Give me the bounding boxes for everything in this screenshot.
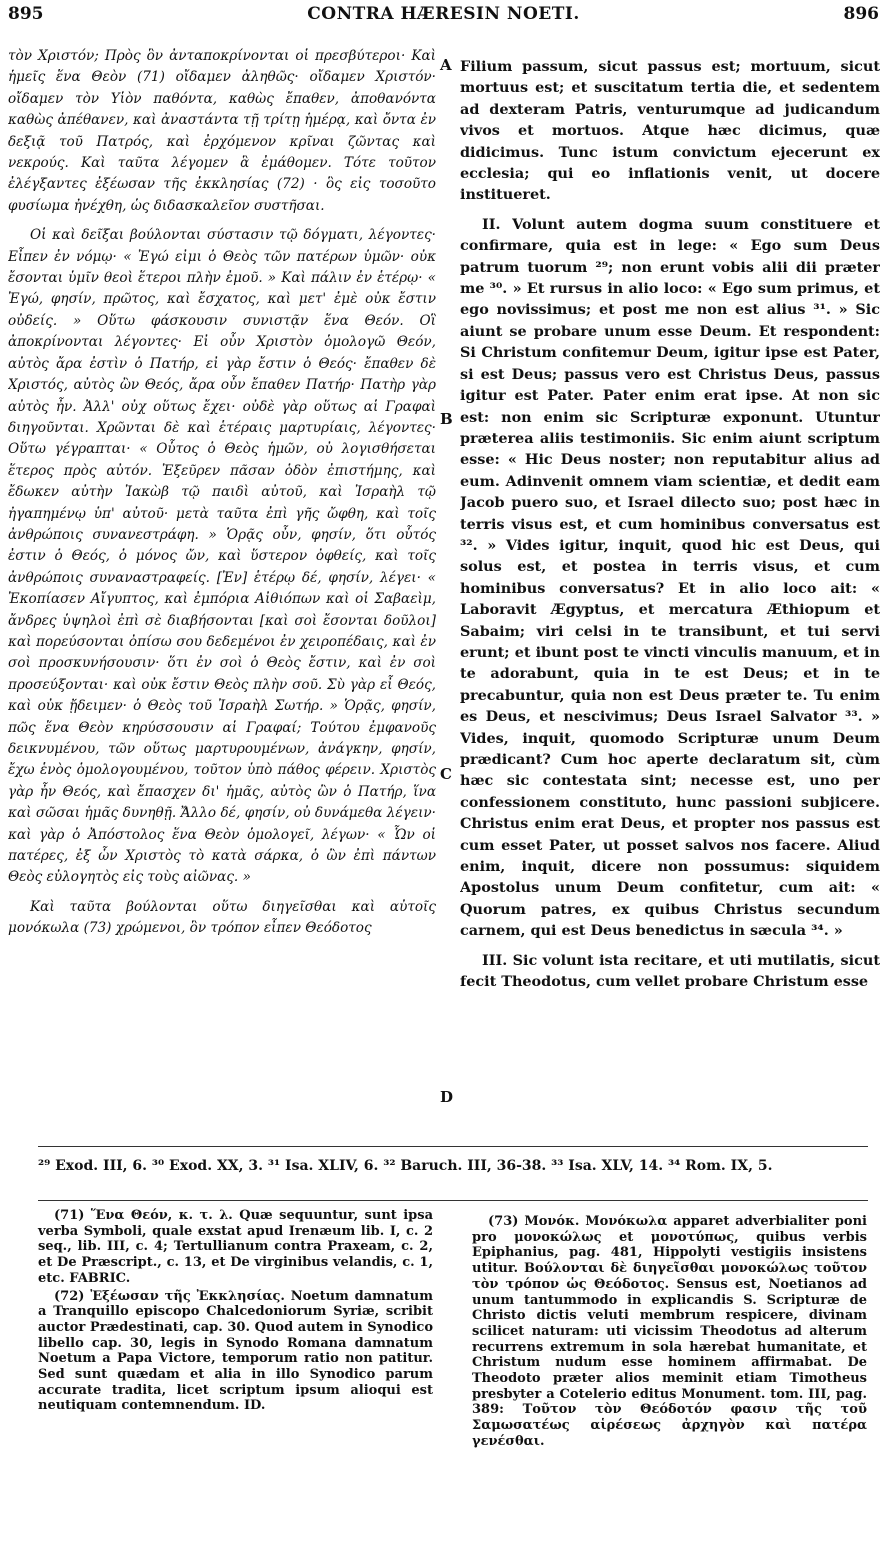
scripture-references: ²⁹ Exod. III, 6. ³⁰ Exod. XX, 3. ³¹ Isa. XLIV, 6. ³² Baruch. III, 36-38. ³³ Isa. XLV, 14. ³⁴ Rom. IX, 5. bbox=[38, 1158, 773, 1174]
references-notes-divider bbox=[38, 1200, 868, 1201]
footnote: (72) Ἐξέωσαν τῆς Ἐκκλησίας. Noetum damnatum a Tranquillo episcopo Chalcedoniorum Syriæ, scribit auctor Prædestinati, cap. 30. Quod autem in Synodico libello cap. 30, legis in Synodo Romana damnatum Noetum a Papa Victore, temporum ratio non patitur. Sed sunt quædam et alia in illo Synodico parum accurate tradita, licet scriptum ipsum alioqui est neutiquam contemnendum. ID. bbox=[38, 1288, 433, 1414]
greek-column bbox=[8, 46, 436, 940]
greek-paragraph: Καὶ ταῦτα βούλονται οὕτω διηγεῖσθαι καὶ αὐτοῖς μονόκωλα (73) χρώμενοι, ὃν τρόπον εἶπεν Θεόδοτος bbox=[8, 898, 436, 937]
margin-letter-b: B bbox=[440, 410, 453, 428]
footnote: (73) Μονόκ. Μονόκωλα apparet adverbialiter poni pro μονοκώλως et μονοτύπως, quibus verbis Epiphanius, pag. 481, Hippolyti vestigiis insistens utitur. Βούλονται δὲ διηγεῖσθαι μονοκώλως τοῦτον τὸν τρόπον ὡς Θεόδοτος. Sensus est, Noetianos ad unum tantummodo in explicandis S. Scripturæ de Christo dictis veluti membrum respicere, divinam scilicet naturam: uti vicissim Theodotus ad alterum recurrens extremum in sola hærebat humanitate, et Christum nudum esse hominem affirmabat. De Theodoto præter alios meminit etiam Timotheus presbyter a Cotelerio editus Monument. tom. III, pag. 389: Τοῦτον τὸν Θεόδοτόν φασιν τῆς τοῦ Σαμωσατέως αἱρέσεως ἀρχηγὸν καὶ πατέρα γενέσθαι. bbox=[472, 1214, 867, 1449]
footnote: (71) Ἕνα Θεόν, κ. τ. λ. Quæ sequuntur, sunt ipsa verba Symboli, quale exstat apud Irenæum lib. I, c. 2 seq., lib. III, c. 4; Tertullianum contra Praxeam, c. 2, et De Præscript., c. 13, et De virginibus velandis, c. 1, etc. FABRIC. bbox=[38, 1208, 433, 1286]
page-number-left: 895 bbox=[8, 4, 44, 24]
latin-paragraph: III. Sic volunt ista recitare, et uti mutilatis, sicut fecit Theodotus, cum vellet probare Christum esse bbox=[460, 951, 880, 991]
notes-left-column bbox=[38, 1208, 433, 1416]
margin-letter-a: A bbox=[440, 56, 452, 74]
text-footnote-divider bbox=[38, 1146, 868, 1147]
latin-paragraph: Filium passum, sicut passus est; mortuum, sicut mortuus est; et suscitatum tertia die, et sedentem ad dexteram Patris, venturumque ad judicandum vivos et mortuos. Atque hæc dicimus, quæ didicimus. Tunc istum convictum ejecerunt ex ecclesia; qui eo inflationis venit, ut docere institueret. bbox=[460, 58, 880, 204]
margin-letter-d: D bbox=[440, 1088, 454, 1106]
latin-paragraph: II. Volunt autem dogma suum constituere et confirmare, quia est in lege: « Ego sum Deus patrum tuorum ²⁹; non erunt vobis alii dii præter me ³⁰. » Et rursus in alio loco: « Ego sum primus, et ego novissimus; et post me non est alius ³¹. » Sic aiunt se probare unum esse Deum. Et respondent: Si Christum confitemur Deum, igitur ipse est Pater, si est Deus; passus vero est Christus Deus, passus igitur est Pater. Pater enim erat ipse. At non sic est: non enim sic Scripturæ exponunt. Utuntur præterea aliis testimoniis. Sic enim aiunt scriptum esse: « Hic Deus noster; non reputabitur alius ad eum. Adinvenit omnem viam scientiæ, et dedit eam Jacob puero suo, et Israel dilecto suo; post hæc in terris visus est, et cum hominibus conversatus est ³². » Vides igitur, inquit, quod hic est Deus, qui solus est, et postea in terris visus, et cum hominibus conversatus? Et in alio loco ait: « Laboravit Ægyptus, et mercatura Æthiopum et Sabaim; viri celsi in te transibunt, et tui servi erunt; et ibunt post te vincti vinculis manuum, et in te adorabunt, quia in te est Deus; et in te precabuntur, quia non est Deus præter te. Tu enim es Deus, et nescivimus; Deus Israel Salvator ³³. » Vides, inquit, quomodo Scripturæ unum Deum prædicant? Cum hoc aperte declaratum sit, cùm hæc sic contestata sint; necesse est, uno per confessionem constituto, hunc passioni subjicere. Christus enim erat Deus, et propter nos passus est cum esset Pater, ut posset salvos nos facere. Aliud enim, inquit, dicere non possumus: siquidem Apostolus unum Deum confitetur, cum ait: « Quorum patres, ex quibus Christus secundum carnem, qui est Deus benedictus in sæcula ³⁴. » bbox=[460, 215, 880, 940]
notes-right-column bbox=[472, 1214, 867, 1452]
greek-paragraph: Οἱ καὶ δεῖξαι βούλονται σύστασιν τῷ δόγματι, λέγοντες· Εἶπεν ἐν νόμῳ· « Ἐγώ εἰμι ὁ Θεὸς τῶν πατέρων ὑμῶν· οὐκ ἔσονται ὑμῖν θεοὶ ἕτεροι πλὴν ἐμοῦ. » Καὶ πάλιν ἐν ἑτέρῳ· « Ἐγώ, φησίν, πρῶτος, καὶ ἔσχατος, καὶ μετ' ἐμὲ οὐκ ἔστιν οὐδείς. » Οὕτω φάσκουσιν συνιστᾷν ἕνα Θεόν. Οἳ ἀποκρίνονται λέγοντες· Εἰ οὖν Χριστὸν ὁμολογῶ Θεόν, αὐτὸς ἄρα ἐστὶν ὁ Πατήρ, εἰ γὰρ ἔστιν ὁ Θεός· ἔπαθεν δὲ Χριστός, αὐτὸς ὢν Θεός, ἄρα οὖν ἔπαθεν Πατήρ· Πατὴρ γὰρ αὐτὸς ἦν. Ἀλλ' οὐχ οὕτως ἔχει· οὐδὲ γὰρ οὕτως αἱ Γραφαὶ διηγοῦνται. Χρῶνται δὲ καὶ ἑτέραις μαρτυρίαις, λέγοντες· Οὕτω γέγραπται· « Οὗτος ὁ Θεὸς ἡμῶν, οὐ λογισθήσεται ἕτερος πρὸς αὐτόν. Ἐξεῦρεν πᾶσαν ὁδὸν ἐπιστήμης, καὶ ἔδωκεν αὐτὴν Ἰακὼβ τῷ παιδὶ αὐτοῦ, καὶ Ἰσραὴλ τῷ ἠγαπημένῳ ὑπ' αὐτοῦ· μετὰ ταῦτα ἐπὶ γῆς ὤφθη, καὶ τοῖς ἀνθρώποις συνανεστράφη. » Ὁρᾷς οὖν, φησίν, ὅτι οὗτός ἐστιν ὁ Θεός, ὁ μόνος ὤν, καὶ ὕστερον ὀφθείς, καὶ τοῖς ἀνθρώποις συναναστραφείς. [Ἐν] ἑτέρῳ δέ, φησίν, λέγει· « Ἐκοπίασεν Αἴγυπτος, καὶ ἐμπόρια Αἰθιόπων καὶ οἱ Σαβαεὶμ, ἄνδρες ὑψηλοὶ ἐπὶ σὲ διαβήσονται [καὶ σοὶ ἔσονται δοῦλοι] καὶ πορεύσονται ὀπίσω σου δεδεμένοι ἐν χειροπέδαις, καὶ ἐν σοὶ προσκυνήσουσιν· ὅτι ἐν σοὶ ὁ Θεὸς ἔστιν, καὶ ἐν σοὶ προσεύξονται· καὶ οὐκ ἔστιν Θεὸς πλὴν σοῦ. Σὺ γὰρ εἶ Θεός, καὶ οὐκ ᾔδειμεν· ὁ Θεὸς τοῦ Ἰσραὴλ Σωτήρ. » Ὁρᾷς, φησίν, πῶς ἕνα Θεὸν κηρύσσουσιν αἱ Γραφαί; Τούτου ἐμφανοῦς δεικνυμένου, τῶν οὕτως μαρτυρουμένων, ἀνάγκην, φησίν, ἔχω ἑνὸς ὁμολογουμένου, τοῦτον ὑπὸ πάθος φέρειν. Χριστὸς γὰρ ἦν Θεός, καὶ ἔπασχεν δι' ἡμᾶς, αὐτὸς ὢν ὁ Πατήρ, ἵνα καὶ σῶσαι ἡμᾶς δυνηθῇ. Ἄλλο δέ, φησίν, οὐ δυνάμεθα λέγειν· καὶ γὰρ ὁ Ἀπόστολος ἕνα Θεὸν ὁμολογεῖ, λέγων· « Ὧν οἱ πατέρες, ἐξ ὧν Χριστὸς τὸ κατὰ σάρκα, ὁ ὢν ἐπὶ πάντων Θεὸς εὐλογητὸς εἰς τοὺς αἰῶνας. » bbox=[8, 227, 436, 886]
greek-paragraph: τὸν Χριστόν; Πρὸς ὃν ἀνταποκρίνονται οἱ πρεσβύτεροι· Καὶ ἡμεῖς ἕνα Θεὸν (71) οἴδαμεν ἀληθῶς· οἴδαμεν Χριστόν· οἴδαμεν τὸν Υἱὸν παθόντα, καθὼς ἔπαθεν, ἀποθανόντα καθὼς ἀπέθανεν, καὶ ἀναστάντα τῇ τρίτῃ ἡμέρᾳ, καὶ ὄντα ἐν δεξιᾷ τοῦ Πατρός, καὶ ἐρχόμενον κρῖναι ζῶντας καὶ νεκρούς. Καὶ ταῦτα λέγομεν ἃ ἐμάθομεν. Τότε τοῦτον ἐλέγξαντες ἐξέωσαν τῆς ἐκκλησίας (72) · ὃς εἰς τοσοῦτο φυσίωμα ἠνέχθη, ὡς διδασκαλεῖον συστῆσαι. bbox=[8, 48, 436, 214]
margin-letter-c: C bbox=[440, 765, 452, 783]
running-header bbox=[8, 4, 879, 30]
running-title: CONTRA HÆRESIN NOETI. bbox=[307, 4, 580, 24]
latin-column bbox=[460, 56, 880, 992]
page-number-right: 896 bbox=[843, 4, 879, 24]
